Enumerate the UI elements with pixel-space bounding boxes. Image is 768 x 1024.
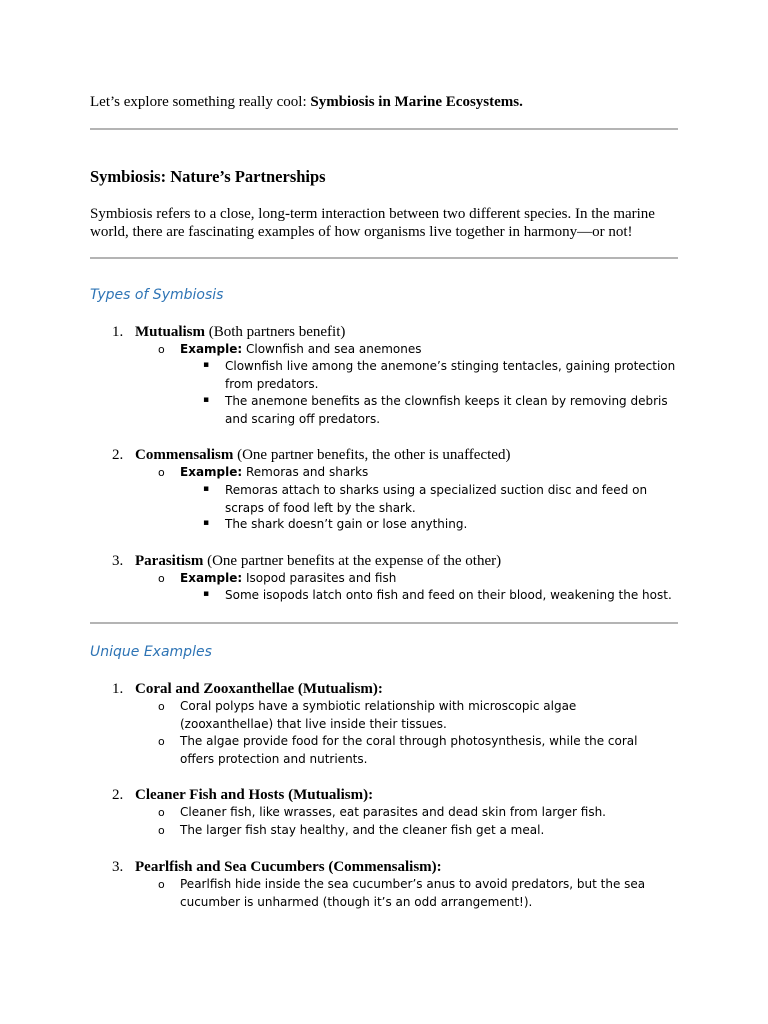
square-bullet-icon: ▪ xyxy=(203,518,210,528)
circle-bullet-icon: o xyxy=(158,735,165,748)
circle-bullet-icon: o xyxy=(158,700,165,713)
square-bullet-icon: ▪ xyxy=(203,360,210,370)
circle-bullet-icon: o xyxy=(158,824,165,837)
intro-paragraph: Symbiosis refers to a close, long-term interaction between two different species. In the marine world, there are fascinating examples of how organisms live together in harmony—or not! xyxy=(90,206,655,240)
item-number: 2. xyxy=(112,787,124,803)
square-bullet-icon: ▪ xyxy=(203,589,210,599)
intro-lead: Let’s explore something really cool: xyxy=(90,94,311,110)
horizontal-rule xyxy=(90,128,678,130)
example-label: Example: xyxy=(180,342,243,356)
detail-text: Some isopods latch onto fish and feed on their blood, weakening the host. xyxy=(225,588,672,602)
detail-text: The shark doesn’t gain or lose anything. xyxy=(225,517,468,531)
point-text: The algae provide food for the coral through photosynthesis, while the coral offers protection and nutrients. xyxy=(180,734,638,766)
detail-text: Clownfish live among the anemone’s stinging tentacles, gaining protection from predators. xyxy=(225,359,676,391)
intro-line xyxy=(90,93,523,111)
item-title: Coral and Zooxanthellae (Mutualism): xyxy=(135,681,383,697)
horizontal-rule xyxy=(90,622,678,624)
example-text: Clownfish and sea anemones xyxy=(242,342,422,356)
item-desc: (One partner benefits, the other is unaffected) xyxy=(233,447,511,463)
circle-bullet-icon: o xyxy=(158,572,165,585)
horizontal-rule xyxy=(90,257,678,259)
circle-bullet-icon: o xyxy=(158,806,165,819)
item-number: 1. xyxy=(112,681,124,697)
square-bullet-icon: ▪ xyxy=(203,484,210,494)
circle-bullet-icon: o xyxy=(158,343,165,356)
example-label: Example: xyxy=(180,571,243,585)
point-text: Pearlfish hide inside the sea cucumber’s anus to avoid predators, but the sea cucumber is unharmed (though it’s an odd arrangement!). xyxy=(180,877,646,909)
unique-heading: Unique Examples xyxy=(90,644,212,660)
item-number: 1. xyxy=(112,324,124,340)
circle-bullet-icon: o xyxy=(158,878,165,891)
example-label: Example: xyxy=(180,465,243,479)
item-desc: (Both partners benefit) xyxy=(205,324,346,340)
item-name: Mutualism xyxy=(135,324,206,340)
item-number: 3. xyxy=(112,553,124,569)
item-number: 2. xyxy=(112,447,124,463)
square-bullet-icon: ▪ xyxy=(203,395,210,405)
section-heading: Symbiosis: Nature’s Partnerships xyxy=(90,167,326,186)
item-title: Cleaner Fish and Hosts (Mutualism): xyxy=(135,787,374,803)
types-heading: Types of Symbiosis xyxy=(90,287,224,303)
example-text: Isopod parasites and fish xyxy=(242,571,397,585)
point-text: Coral polyps have a symbiotic relationship with microscopic algae (zooxanthellae) that live inside their tissues. xyxy=(180,699,577,731)
item-name: Commensalism xyxy=(135,447,234,463)
point-text: The larger fish stay healthy, and the cleaner fish get a meal. xyxy=(180,823,545,837)
detail-text: Remoras attach to sharks using a specialized suction disc and feed on scraps of food left by the shark. xyxy=(225,483,648,515)
point-text: Cleaner fish, like wrasses, eat parasites and dead skin from larger fish. xyxy=(180,805,606,819)
detail-text: The anemone benefits as the clownfish keeps it clean by removing debris and scaring off predators. xyxy=(225,394,668,426)
item-desc: (One partner benefits at the expense of the other) xyxy=(203,553,502,569)
item-name: Parasitism xyxy=(135,553,204,569)
item-title: Pearlfish and Sea Cucumbers (Commensalism): xyxy=(135,859,442,875)
item-number: 3. xyxy=(112,859,124,875)
example-text: Remoras and sharks xyxy=(242,465,369,479)
circle-bullet-icon: o xyxy=(158,466,165,479)
intro-topic: Symbiosis in Marine Ecosystems. xyxy=(310,94,523,110)
